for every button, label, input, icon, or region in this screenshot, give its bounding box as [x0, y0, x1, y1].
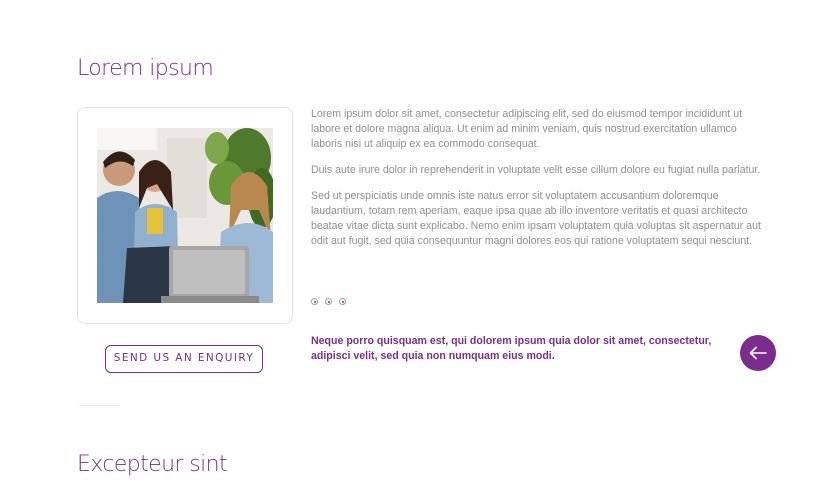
slider-dot[interactable]	[325, 298, 332, 305]
slider-dots	[311, 298, 346, 305]
slider-dot[interactable]	[339, 298, 346, 305]
team-photo	[97, 128, 273, 303]
intro-text	[311, 107, 761, 260]
divider	[79, 405, 120, 406]
back-button[interactable]	[740, 335, 776, 371]
slider-dot[interactable]	[311, 298, 318, 305]
paragraph: Sed ut perspiciatis unde omnis iste natus error sit voluptatem accusantium doloremque laudantium, totam rem aperiam, eaque ipsa quae ab illo inventore veritatis et quasi architecto beatae vitae dicta sunt explicabo. Nemo enim ipsam voluptatem quia voluptas sit aspernatur aut odit aut fugit, sed quia consequuntur magni dolores eos qui ratione voluptatem sequi nesciunt.	[311, 190, 761, 247]
highlight-quote: Neque porro quisquam est, qui dolorem ipsum quia dolor sit amet, consectetur, adipisci velit, sed quia non numquam eius modi.	[311, 335, 712, 362]
paragraph: Duis aute irure dolor in reprehenderit in voluptate velit esse cillum dolore eu fugiat nulla pariatur.	[311, 164, 761, 176]
paragraph: Lorem ipsum dolor sit amet, consectetur adipiscing elit, sed do eiusmod tempor incididunt ut labore et dolore magna aliqua. Ut enim ad minim veniam, quis nostrud exercitation ullamco laboris nisi ut aliquip ex ea commodo consequat.	[311, 108, 743, 150]
image-card	[77, 107, 293, 324]
section-title: Excepteur sint	[77, 452, 228, 477]
arrow-left-icon	[749, 346, 767, 360]
section-title: Lorem ipsum	[77, 56, 214, 81]
send-enquiry-button[interactable]: SEND US AN ENQUIRY	[105, 345, 263, 373]
